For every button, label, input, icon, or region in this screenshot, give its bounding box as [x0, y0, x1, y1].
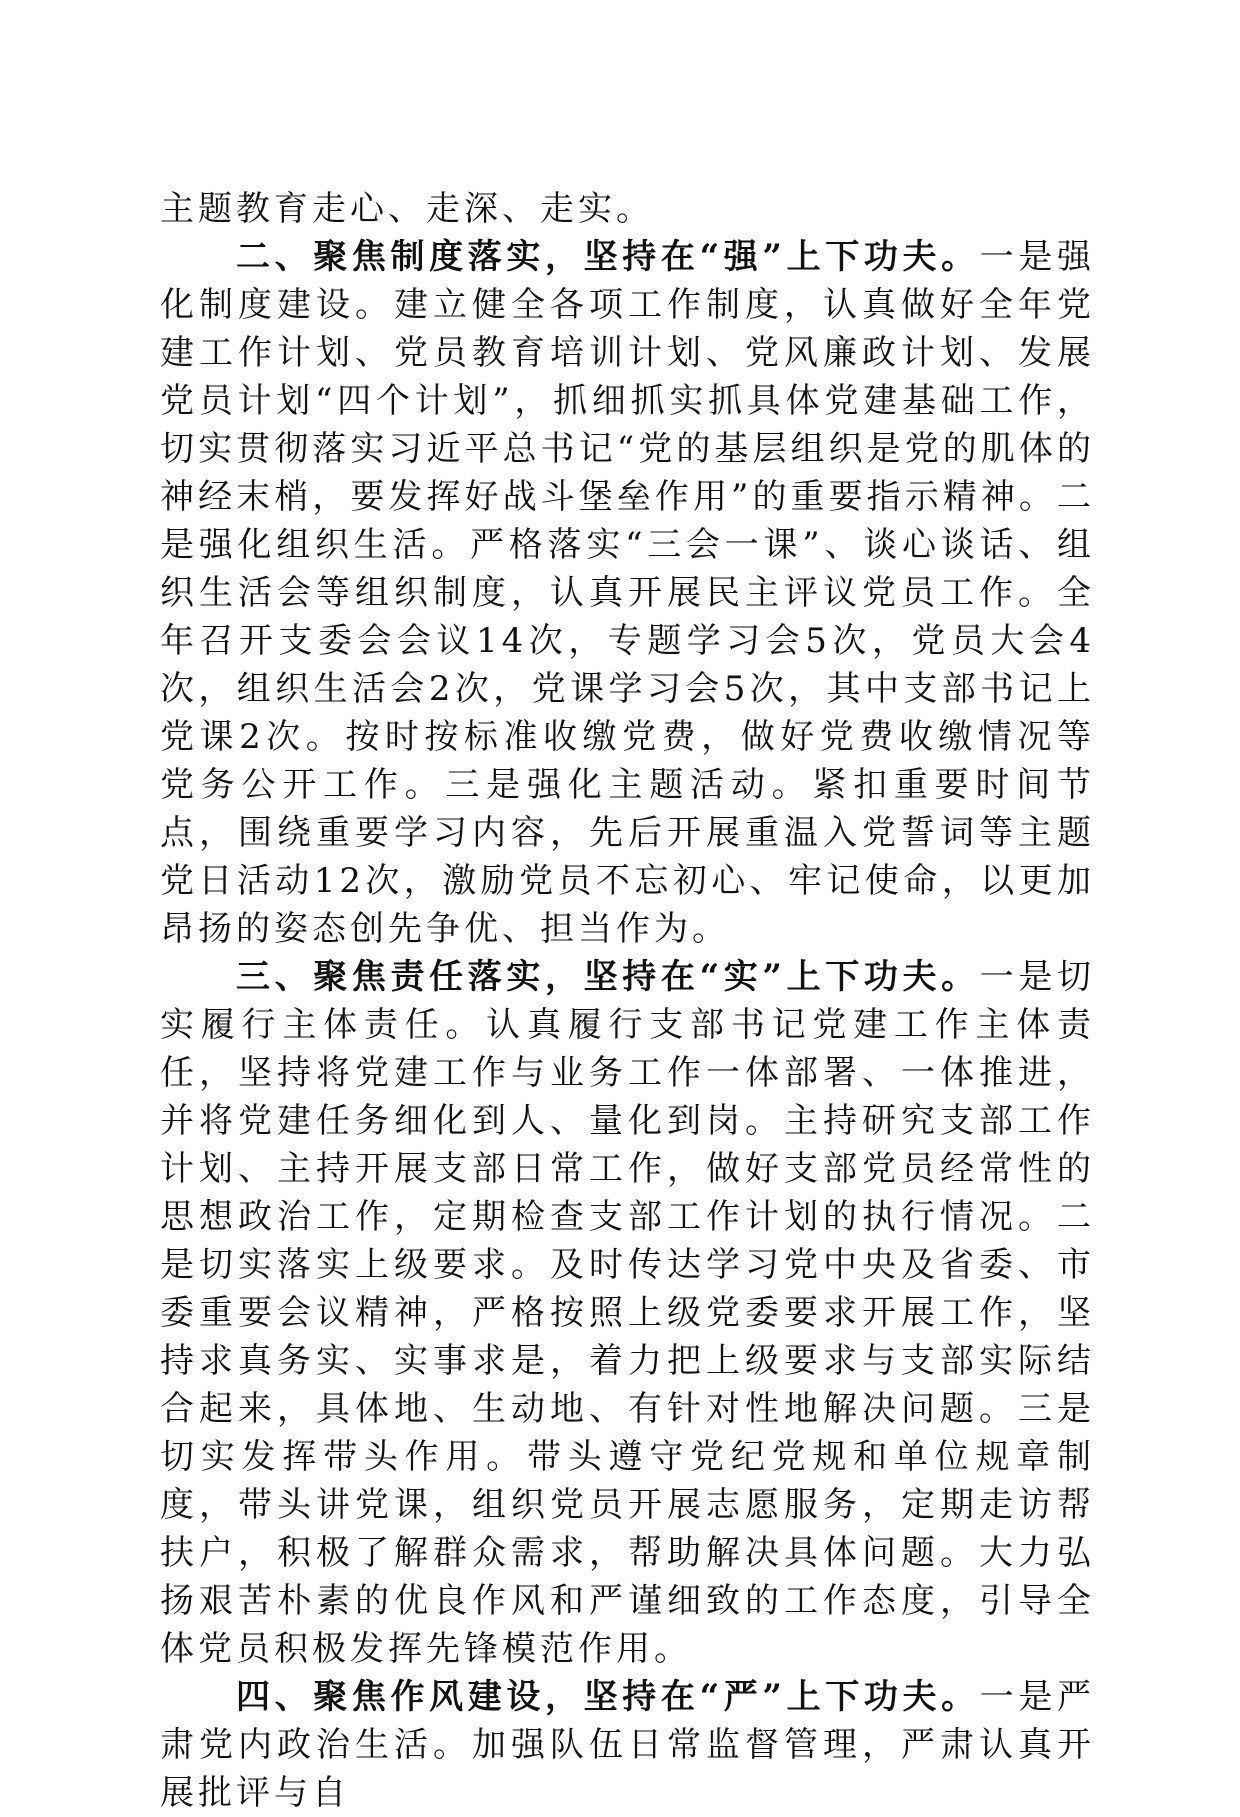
section-paragraph-2 — [160, 233, 1095, 953]
section-body-3: 一是切实履行主体责任。认真履行支部书记党建工作主体责任，坚持将党建工作与业务工作一体部署、一体推进，并将党建任务细化到人、量化到岗。主持研究支部工作计划、主持开展支部日常工作，做好支部党员经常性的思想政治工作，定期检查支部工作计划的执行情况。二是切实落实上级要求。及时传达学习党中央及省委、市委重要会议精神，严格按照上级党委要求开展工作，坚持求真务实、实事求是，着力把上级要求与支部实际结合起来，具体地、生动地、有针对性地解决问题。三是切实发挥带头作用。带头遵守党纪党规和单位规章制度，带头讲党课，组织党员开展志愿服务，定期走访帮扶户，积极了解群众需求，帮助解决具体问题。大力弘扬艰苦朴素的优良作风和严谨细致的工作态度，引导全体党员积极发挥先锋模范作用。 — [160, 957, 1095, 1669]
section-heading-4: 四、聚焦作风建设，坚持在“严”上下功夫。 — [236, 1677, 980, 1717]
document-page — [160, 185, 1095, 1817]
section-heading-2: 二、聚焦制度落实，坚持在“强”上下功夫。 — [236, 237, 980, 277]
continuation-paragraph — [160, 185, 1095, 233]
section-body-2: 一是强化制度建设。建立健全各项工作制度，认真做好全年党建工作计划、党员教育培训计划、党风廉政计划、发展党员计划“四个计划”，抓细抓实抓具体党建基础工作，切实贯彻落实习近平总书记“党的基层组织是党的肌体的神经末梢，要发挥好战斗堡垒作用”的重要指示精神。二是强化组织生活。严格落实“三会一课”、谈心谈话、组织生活会等组织制度，认真开展民主评议党员工作。全年召开支委会会议14次，专题学习会5次，党员大会4次，组织生活会2次，党课学习会5次，其中支部书记上党课2次。按时按标准收缴党费，做好党费收缴情况等党务公开工作。三是强化主题活动。紧扣重要时间节点，围绕重要学习内容，先后开展重温入党誓词等主题党日活动12次，激励党员不忘初心、牢记使命，以更加昂扬的姿态创先争优、担当作为。 — [160, 237, 1095, 949]
continuation-text: 主题教育走心、走深、走实。 — [160, 189, 654, 229]
section-paragraph-4 — [160, 1673, 1095, 1817]
section-heading-3: 三、聚焦责任落实，坚持在“实”上下功夫。 — [236, 957, 980, 997]
section-paragraph-3 — [160, 953, 1095, 1673]
section-body-4: 一是严肃党内政治生活。加强队伍日常监督管理，严肃认真开展批评与自 — [160, 1677, 1095, 1813]
